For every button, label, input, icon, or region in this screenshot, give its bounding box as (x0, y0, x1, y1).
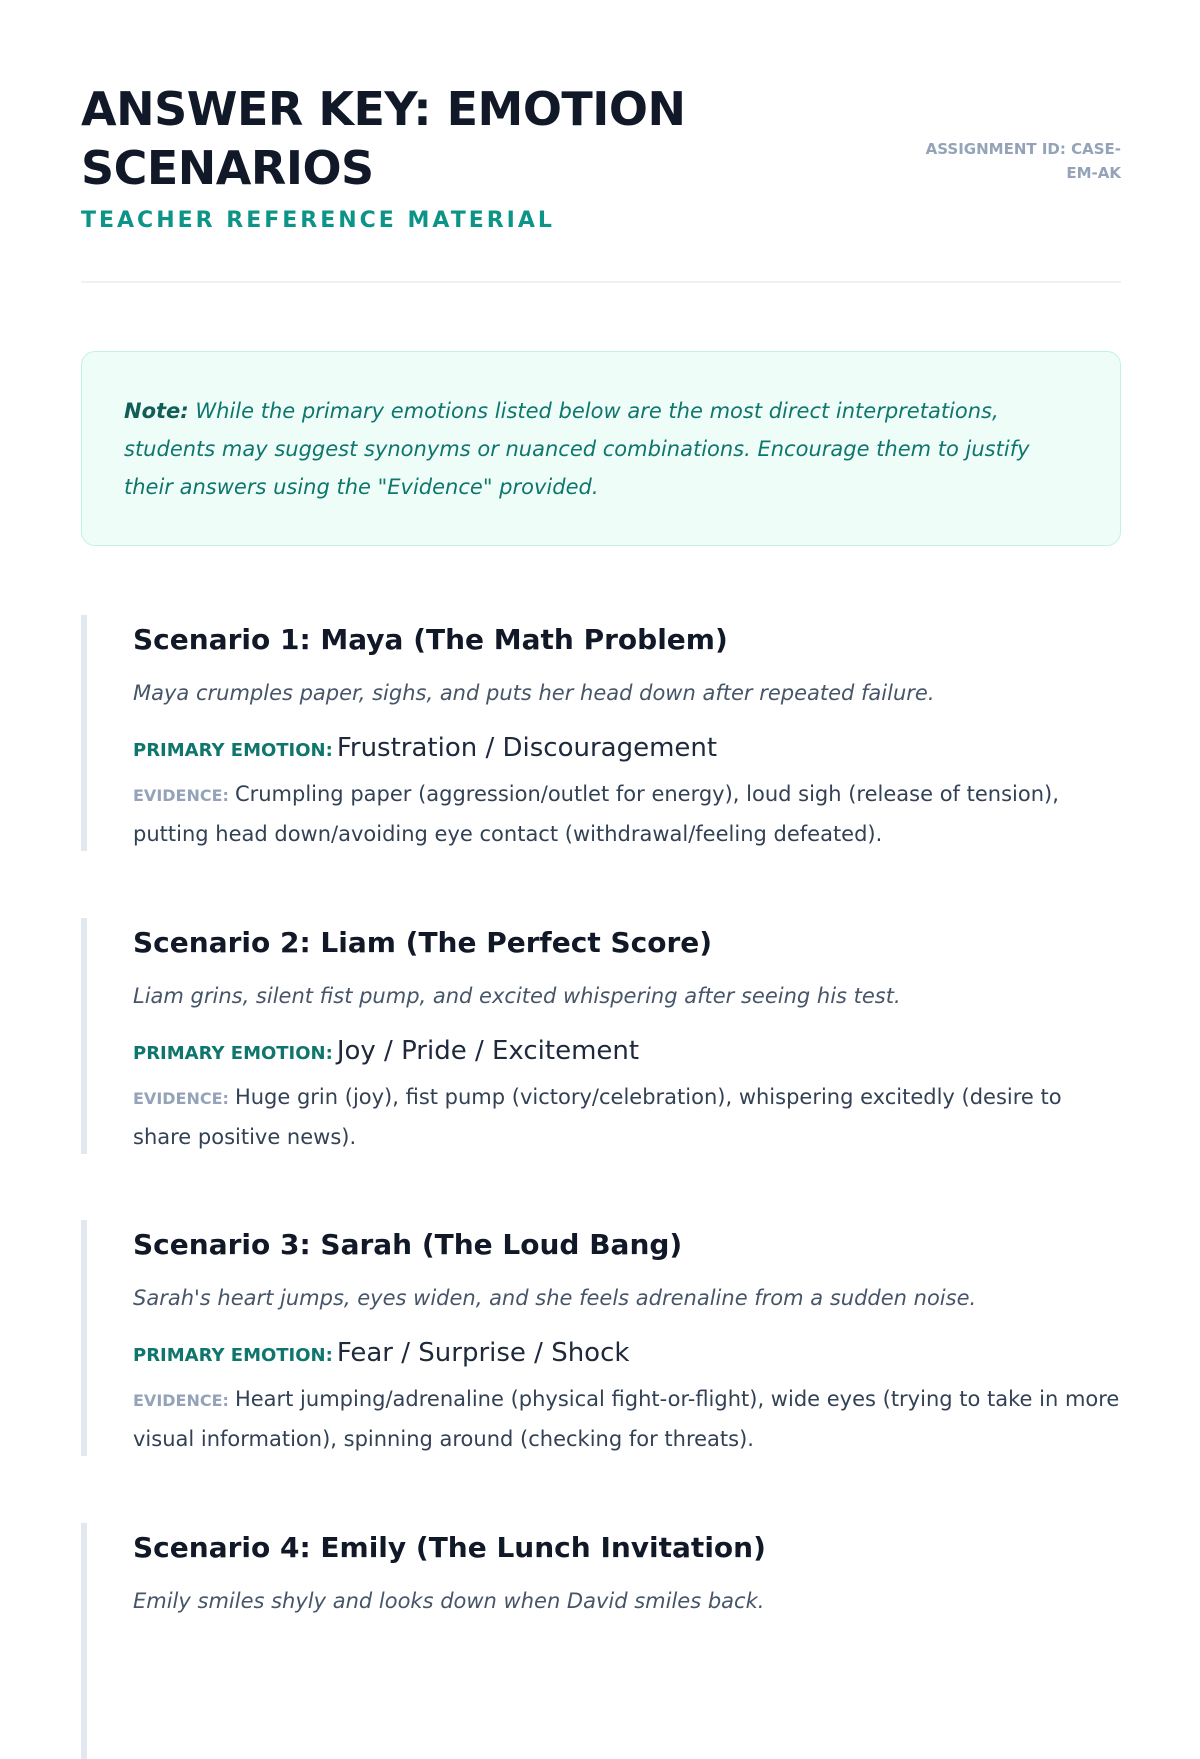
primary-emotion-label: PRIMARY EMOTION: (133, 1345, 333, 1366)
scenario-title: Scenario 4: Emily (The Lunch Invitation) (133, 1531, 766, 1564)
primary-emotion-row (133, 1338, 629, 1368)
scenario-summary: Maya crumples paper, sighs, and puts her head down after repeated failure. (133, 681, 935, 705)
primary-emotion-value: Fear / Surprise / Shock (336, 1338, 630, 1368)
evidence-label: EVIDENCE: (133, 1089, 229, 1108)
note-text (124, 392, 1078, 506)
scenario-summary: Liam grins, silent fist pump, and excited whispering after seeing his test. (133, 984, 901, 1008)
primary-emotion-row (133, 733, 717, 763)
evidence-body: Crumpling paper (aggression/outlet for energy), loud sigh (release of tension), putting head down/avoiding eye contact (withdrawal/feeling defeated). (133, 782, 1059, 846)
teacher-note (81, 351, 1121, 546)
answer-key-page (81, 0, 1121, 1613)
note-label: Note: (124, 399, 189, 423)
page-header (81, 80, 1121, 280)
header-divider (81, 281, 1121, 283)
evidence-label: EVIDENCE: (133, 1391, 229, 1410)
assignment-id: ASSIGNMENT ID: CASE-EM-AK (925, 140, 1121, 182)
evidence-label: EVIDENCE: (133, 786, 229, 805)
scenario-title: Scenario 2: Liam (The Perfect Score) (133, 926, 713, 959)
evidence-body: Heart jumping/adrenaline (physical fight-or-flight), wide eyes (trying to take in more visual information), spinning around (checking for threats). (133, 1387, 1120, 1451)
page-title: ANSWER KEY: EMOTION SCENARIOS (81, 82, 686, 195)
evidence-text (133, 1078, 1123, 1156)
scenario-card (81, 1220, 1121, 1456)
evidence-text (133, 1380, 1123, 1458)
scenario-summary: Emily smiles shyly and looks down when David smiles back. (133, 1589, 765, 1613)
scenario-summary: Sarah's heart jumps, eyes widen, and she feels adrenaline from a sudden noise. (133, 1286, 977, 1310)
scenario-title: Scenario 3: Sarah (The Loud Bang) (133, 1228, 683, 1261)
page-subtitle: TEACHER REFERENCE MATERIAL (81, 208, 555, 233)
primary-emotion-label: PRIMARY EMOTION: (133, 1043, 333, 1064)
scenario-card (81, 1523, 1121, 1759)
primary-emotion-label: PRIMARY EMOTION: (133, 740, 333, 761)
note-body: While the primary emotions listed below are the most direct interpretations, students may suggest synonyms or nuanced combinations. Encourage them to justify their answers using the "Evidence" provided. (124, 399, 1030, 499)
primary-emotion-value: Joy / Pride / Excitement (336, 1036, 640, 1066)
scenario-card (81, 918, 1121, 1154)
primary-emotion-row (133, 1036, 639, 1066)
scenario-title: Scenario 1: Maya (The Math Problem) (133, 623, 728, 656)
evidence-text (133, 775, 1123, 853)
primary-emotion-value: Frustration / Discouragement (336, 733, 718, 763)
evidence-body: Huge grin (joy), fist pump (victory/celebration), whispering excitedly (desire to share positive news). (133, 1085, 1062, 1149)
scenario-card (81, 615, 1121, 851)
